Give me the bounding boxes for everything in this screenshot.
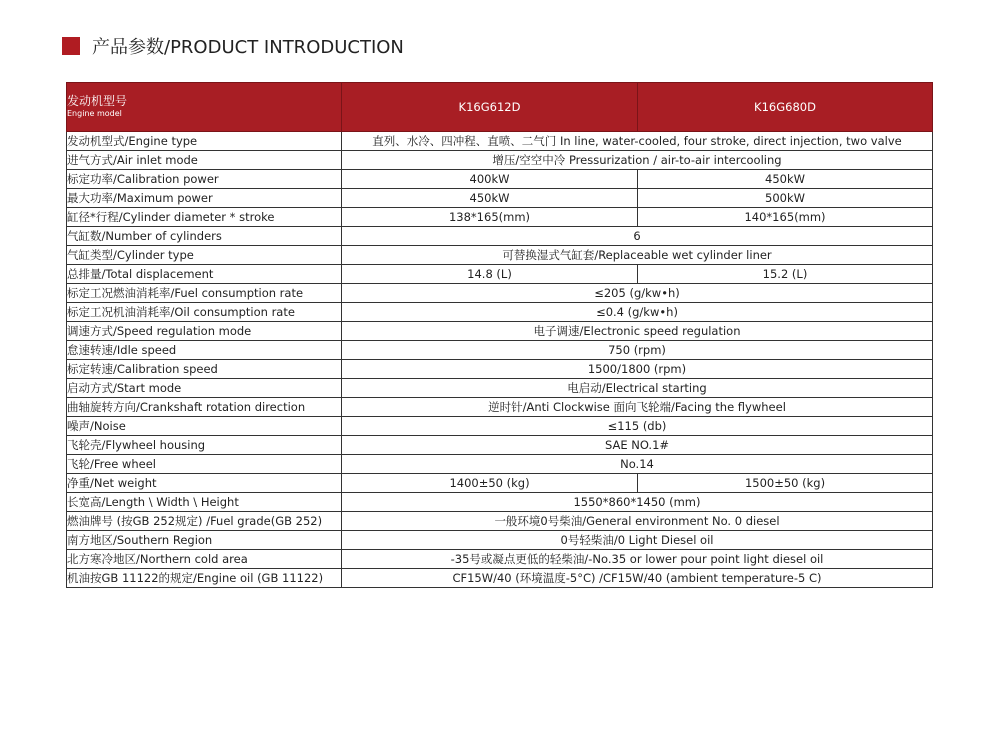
row-value-model-1: 450kW [342, 189, 638, 208]
row-value-shared: CF15W/40 (环境温度-5°C) /CF15W/40 (ambient temperature-5 C) [342, 569, 933, 588]
row-label: 缸径*行程/Cylinder diameter * stroke [67, 208, 342, 227]
row-label: 长宽高/Length \ Width \ Height [67, 493, 342, 512]
spec-table [66, 82, 933, 588]
page-heading [62, 34, 404, 58]
table-row [67, 322, 933, 341]
row-value-shared: 电启动/Electrical starting [342, 379, 933, 398]
table-row [67, 303, 933, 322]
row-label: 噪声/Noise [67, 417, 342, 436]
spec-table-body [67, 132, 933, 588]
row-value-model-2: 450kW [638, 170, 933, 189]
table-row [67, 455, 933, 474]
row-label: 总排量/Total displacement [67, 265, 342, 284]
row-value-shared: 6 [342, 227, 933, 246]
page-title [92, 33, 404, 59]
row-label: 标定工况燃油消耗率/Fuel consumption rate [67, 284, 342, 303]
row-value-shared: 直列、水冷、四冲程、直喷、二气门 In line, water-cooled, four stroke, direct injection, two valve [342, 132, 933, 151]
row-value-shared: ≤115 (db) [342, 417, 933, 436]
table-row [67, 360, 933, 379]
table-row [67, 493, 933, 512]
header-model-2: K16G680D [638, 83, 933, 132]
row-value-shared: No.14 [342, 455, 933, 474]
table-header-row [67, 83, 933, 132]
table-row [67, 569, 933, 588]
header-engine-model [67, 83, 342, 132]
row-value-model-1: 1400±50 (kg) [342, 474, 638, 493]
table-row [67, 246, 933, 265]
row-label: 燃油牌号 (按GB 252规定) /Fuel grade(GB 252) [67, 512, 342, 531]
row-value-model-2: 15.2 (L) [638, 265, 933, 284]
red-square-icon [62, 37, 80, 55]
row-value-shared: -35号或凝点更低的轻柴油/-No.35 or lower pour point light diesel oil [342, 550, 933, 569]
row-label: 标定工况机油消耗率/Oil consumption rate [67, 303, 342, 322]
table-row [67, 284, 933, 303]
row-label: 最大功率/Maximum power [67, 189, 342, 208]
table-row [67, 474, 933, 493]
header-model-1: K16G612D [342, 83, 638, 132]
row-label: 北方寒冷地区/Northern cold area [67, 550, 342, 569]
row-value-shared: ≤205 (g/kw•h) [342, 284, 933, 303]
table-row [67, 189, 933, 208]
table-row [67, 512, 933, 531]
row-value-shared: SAE NO.1# [342, 436, 933, 455]
row-label: 调速方式/Speed regulation mode [67, 322, 342, 341]
table-row [67, 531, 933, 550]
row-label: 飞轮/Free wheel [67, 455, 342, 474]
row-value-shared: 0号轻柴油/0 Light Diesel oil [342, 531, 933, 550]
row-value-shared: 增压/空空中冷 Pressurization / air-to-air intercooling [342, 151, 933, 170]
row-value-shared: 750 (rpm) [342, 341, 933, 360]
table-row [67, 379, 933, 398]
row-label: 气缸类型/Cylinder type [67, 246, 342, 265]
row-value-model-2: 1500±50 (kg) [638, 474, 933, 493]
title-en: /PRODUCT INTRODUCTION [164, 37, 404, 58]
table-row [67, 341, 933, 360]
title-zh: 产品参数 [92, 37, 164, 58]
row-label: 启动方式/Start mode [67, 379, 342, 398]
table-row [67, 417, 933, 436]
row-label: 怠速转速/Idle speed [67, 341, 342, 360]
table-row [67, 265, 933, 284]
row-value-shared: 可替换湿式气缸套/Replaceable wet cylinder liner [342, 246, 933, 265]
header-label-zh: 发动机型号 [67, 94, 128, 108]
table-row [67, 398, 933, 417]
row-value-model-2: 500kW [638, 189, 933, 208]
row-label: 标定功率/Calibration power [67, 170, 342, 189]
row-value-shared: ≤0.4 (g/kw•h) [342, 303, 933, 322]
table-row [67, 170, 933, 189]
row-label: 南方地区/Southern Region [67, 531, 342, 550]
row-label: 发动机型式/Engine type [67, 132, 342, 151]
header-label-en: Engine model [67, 109, 122, 118]
table-row [67, 151, 933, 170]
table-row [67, 132, 933, 151]
row-value-model-1: 400kW [342, 170, 638, 189]
row-label: 进气方式/Air inlet mode [67, 151, 342, 170]
row-value-shared: 1550*860*1450 (mm) [342, 493, 933, 512]
row-value-shared: 逆时针/Anti Clockwise 面向飞轮端/Facing the flywheel [342, 398, 933, 417]
row-label: 净重/Net weight [67, 474, 342, 493]
table-row [67, 208, 933, 227]
row-label: 机油按GB 11122的规定/Engine oil (GB 11122) [67, 569, 342, 588]
table-row [67, 436, 933, 455]
row-label: 飞轮壳/Flywheel housing [67, 436, 342, 455]
row-label: 标定转速/Calibration speed [67, 360, 342, 379]
row-value-model-1: 14.8 (L) [342, 265, 638, 284]
row-value-model-1: 138*165(mm) [342, 208, 638, 227]
row-value-shared: 一般环境0号柴油/General environment No. 0 diesel [342, 512, 933, 531]
row-value-shared: 1500/1800 (rpm) [342, 360, 933, 379]
row-label: 曲轴旋转方向/Crankshaft rotation direction [67, 398, 342, 417]
row-label: 气缸数/Number of cylinders [67, 227, 342, 246]
row-value-shared: 电子调速/Electronic speed regulation [342, 322, 933, 341]
row-value-model-2: 140*165(mm) [638, 208, 933, 227]
table-row [67, 550, 933, 569]
table-row [67, 227, 933, 246]
